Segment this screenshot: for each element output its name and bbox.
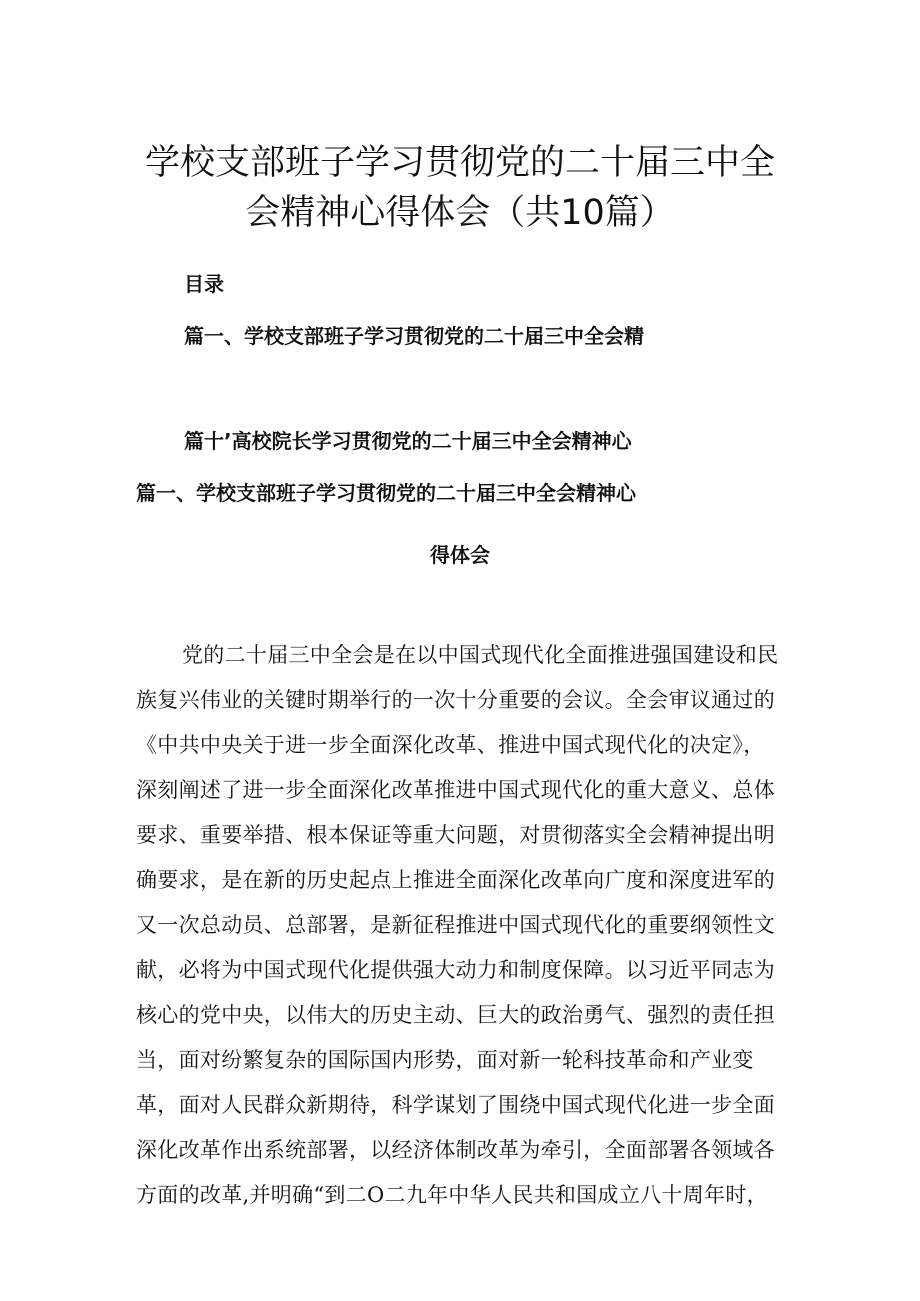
document-title-line-2: 会精神心得体会（共10篇） <box>245 193 675 233</box>
paragraph-line: 要求、重要举措、根本保证等重大问题，对贯彻落实全会精神提出明 <box>136 823 775 847</box>
paragraph-line: 深刻阐述了进一步全面深化改革推进中国式现代化的重大意义、总体 <box>136 778 775 802</box>
section-heading: 篇一、学校支部班子学习贯彻党的二十届三中全会精神心 <box>136 481 636 505</box>
paragraph-line: 革，面对人民群众新期待，科学谋划了围绕中国式现代化进一步全面 <box>136 1093 775 1117</box>
paragraph-line: 又一次总动员、总部署，是新征程推进中国式现代化的重要纲领性文 <box>136 913 775 937</box>
section-heading-continuation: 得体会 <box>430 543 490 567</box>
paragraph-line: 深化改革作出系统部署，以经济体制改革为牵引，全面部署各领域各 <box>136 1138 775 1162</box>
paragraph-line: 党的二十届三中全会是在以中国式现代化全面推进强国建设和民 <box>182 643 779 667</box>
toc-item[interactable]: 篇一、学校支部班子学习贯彻党的二十届三中全会精 <box>184 324 644 348</box>
toc-heading: 目录 <box>184 272 224 296</box>
document-title-line-1: 学校支部班子学习贯彻党的二十届三中全 <box>144 143 775 183</box>
paragraph-line: 族复兴伟业的关键时期举行的一次十分重要的会议。全会审议通过的 <box>136 688 775 712</box>
paragraph-line: 核心的党中央，以伟大的历史主动、巨大的政治勇气、强烈的责任担 <box>136 1003 775 1027</box>
paragraph-line: 《中共中央关于进一步全面深化改革、推进中国式现代化的决定》， <box>136 733 765 757</box>
paragraph-line: 确要求，是在新的历史起点上推进全面深化改革向广度和深度进军的 <box>136 868 775 892</box>
paragraph-line: 当，面对纷繁复杂的国际国内形势，面对新一轮科技革命和产业变 <box>136 1048 754 1072</box>
toc-item[interactable]: 篇十’高校院长学习贯彻党的二十届三中全会精神心 <box>184 429 632 453</box>
paragraph-line: 献，必将为中国式现代化提供强大动力和制度保障。以习近平同志为 <box>136 958 775 982</box>
paragraph-line: 方面的改革,并明确“到二O二九年中华人民共和国成立八十周年时， <box>136 1183 768 1207</box>
body-paragraph <box>136 640 796 1225</box>
